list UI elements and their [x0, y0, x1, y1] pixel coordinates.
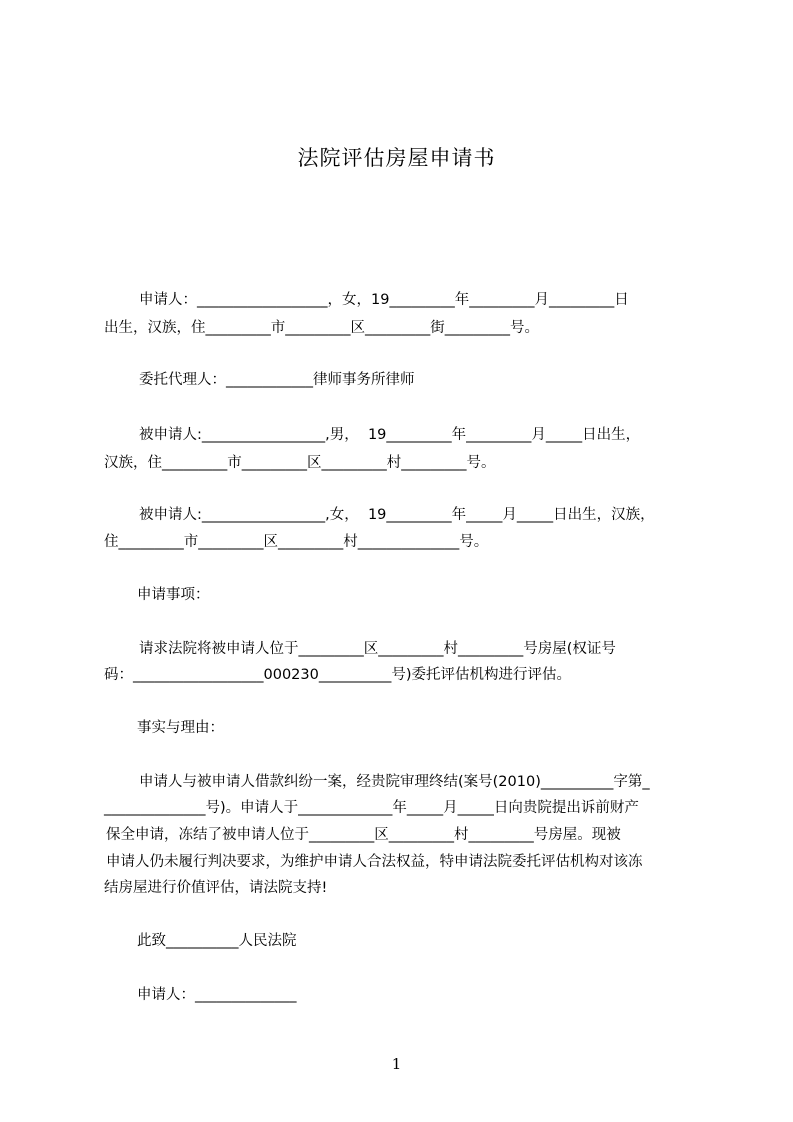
request-line-1: 请求法院将被申请人位于_________区_________村_________号房屋(权证号: [139, 641, 616, 657]
applicant-line-1: 申请人：__________________，女，19_________年_________月_________日: [139, 292, 629, 308]
facts-line-2: ______________号)。申请人于_____________年_____月_____日向贵院提出诉前财产: [104, 800, 639, 816]
facts-heading: 事实与理由：: [137, 720, 224, 736]
request-line-2: 码：__________________000230__________号)委托评估机构进行评估。: [104, 667, 572, 683]
respondent-2-line-2: 住_________市_________区_________村______________号。: [104, 534, 489, 550]
facts-line-3: 保全申请，冻结了被申请人位于_________区_________村_________号房屋。现被: [106, 827, 621, 843]
facts-line-4: 申请人仍未履行判决要求，为维护申请人合法权益，特申请法院委托评估机构对该冻: [106, 854, 643, 870]
facts-line-5: 结房屋进行价值评估，请法院支持!: [104, 880, 328, 896]
signature-line: 申请人：______________: [137, 987, 297, 1003]
agent-line: 委托代理人：____________律师事务所律师: [139, 372, 415, 388]
applicant-line-2: 出生，汉族，住_________市_________区_________街_________号。: [104, 320, 539, 336]
document-title: 法院评估房屋申请书: [297, 146, 496, 170]
respondent-1-line-1: 被申请人:_________________,男， 19_________年_________月_____日出生，: [139, 427, 641, 443]
respondent-2-line-1: 被申请人:_________________,女， 19_________年_____月_____日出生，汉族，: [139, 507, 655, 523]
request-heading: 申请事项：: [137, 587, 210, 603]
respondent-1-line-2: 汉族，住_________市_________区_________村_________号。: [104, 455, 496, 471]
salutation-line: 此致__________人民法院: [137, 933, 297, 949]
page-number: 1: [391, 1055, 402, 1073]
facts-line-1: 申请人与被申请人借款纠纷一案，经贵院审理终结(案号(2010)__________字第_: [139, 774, 650, 790]
